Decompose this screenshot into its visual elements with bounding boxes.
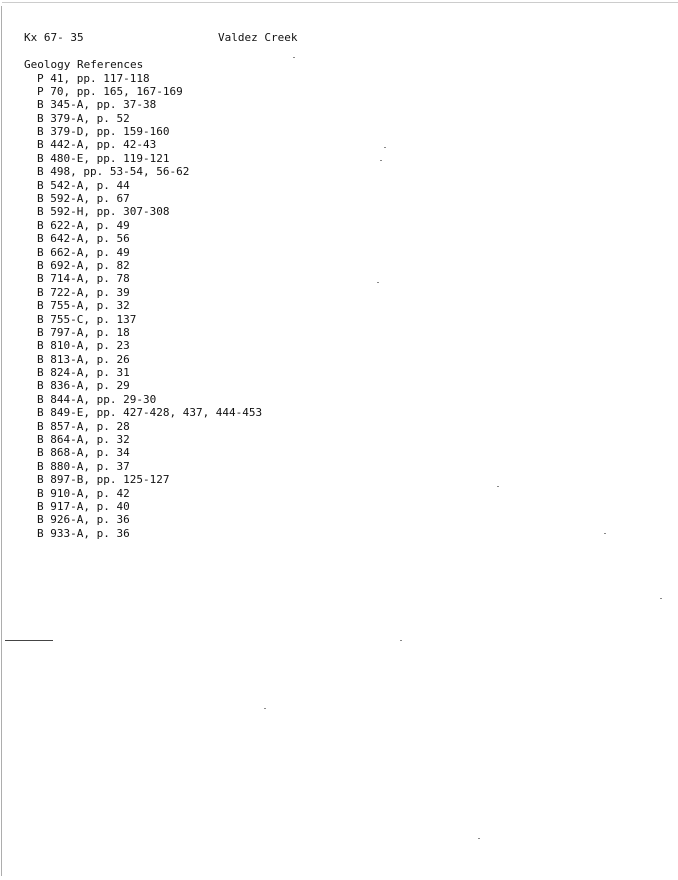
reference-item: B 542-A, p. 44	[37, 178, 130, 192]
reference-item: B 592-H, pp. 307-308	[37, 205, 170, 219]
reference-item: B 824-A, p. 31	[37, 366, 130, 380]
reference-item: B 480-E, pp. 119-121	[37, 151, 170, 165]
reference-item: B 755-C, p. 137	[37, 312, 137, 326]
reference-item: B 714-A, p. 78	[37, 272, 130, 286]
scan-speck	[380, 160, 382, 161]
page-left-edge	[1, 6, 2, 876]
reference-item: B 857-A, p. 28	[37, 419, 130, 433]
scan-speck	[604, 533, 606, 534]
reference-item: B 933-A, p. 36	[37, 526, 130, 540]
reference-item: P 70, pp. 165, 167-169	[37, 84, 183, 98]
reference-item: B 897-B, pp. 125-127	[37, 473, 170, 487]
reference-item: B 755-A, p. 32	[37, 299, 130, 313]
reference-item: B 797-A, p. 18	[37, 325, 130, 339]
reference-item: B 622-A, p. 49	[37, 218, 130, 232]
map-sheet-id: Kx 67- 35	[24, 31, 84, 44]
scan-speck	[497, 486, 499, 487]
scan-speck	[377, 282, 379, 283]
reference-item: B 836-A, p. 29	[37, 379, 130, 393]
scan-speck	[293, 57, 295, 58]
reference-item: B 844-A, pp. 29-30	[37, 392, 157, 406]
reference-item: B 498, pp. 53-54, 56-62	[37, 165, 190, 179]
reference-item: B 880-A, p. 37	[37, 459, 130, 473]
reference-item: B 379-D, pp. 159-160	[37, 125, 170, 139]
reference-item: B 810-A, p. 23	[37, 339, 130, 353]
reference-item: B 379-A, p. 52	[37, 111, 130, 125]
reference-item: B 592-A, p. 67	[37, 192, 130, 206]
reference-item: B 917-A, p. 40	[37, 500, 130, 513]
reference-item: B 642-A, p. 56	[37, 232, 130, 246]
reference-item: B 868-A, p. 34	[37, 446, 130, 460]
page-top-edge	[2, 2, 678, 3]
reference-item: B 926-A, p. 36	[37, 513, 130, 527]
scan-mark	[5, 640, 53, 641]
reference-item: B 662-A, p. 49	[37, 245, 130, 259]
scan-speck	[478, 838, 480, 839]
reference-item: B 864-A, p. 32	[37, 433, 130, 447]
reference-item: B 722-A, p. 39	[37, 285, 130, 299]
reference-item: B 849-E, pp. 427-428, 437, 444-453	[37, 406, 263, 420]
scan-speck	[660, 598, 662, 599]
reference-item: B 345-A, pp. 37-38	[37, 98, 157, 112]
reference-item: B 910-A, p. 42	[37, 486, 130, 500]
reference-list	[37, 72, 262, 541]
reference-item: B 442-A, pp. 42-43	[37, 138, 157, 152]
scan-speck	[264, 708, 266, 709]
reference-item: B 692-A, p. 82	[37, 258, 130, 272]
locality-name: Valdez Creek	[218, 31, 298, 44]
reference-item: B 813-A, p. 26	[37, 352, 130, 366]
section-heading: Geology References	[24, 58, 144, 71]
scan-speck	[400, 640, 402, 641]
reference-item: P 41, pp. 117-118	[37, 71, 150, 85]
scan-speck	[384, 147, 386, 148]
